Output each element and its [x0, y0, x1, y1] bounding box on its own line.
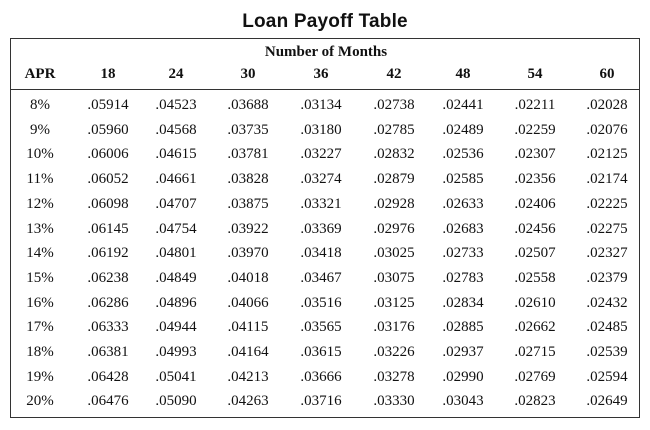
table-row	[11, 344, 641, 368]
factor-cell: .04164	[227, 344, 269, 360]
factor-cell: .02539	[586, 344, 628, 360]
factor-cell: .02356	[514, 171, 556, 188]
factor-cell: .03226	[373, 344, 415, 360]
factor-cell: .03075	[373, 269, 415, 286]
table-row	[11, 319, 641, 343]
apr-cell: 19%	[26, 368, 54, 385]
factor-cell: .04115	[227, 319, 269, 336]
apr-cell: 14%	[26, 245, 54, 262]
factor-cell: .02733	[442, 245, 484, 262]
factor-cell: .06476	[87, 393, 129, 410]
factor-cell: .03828	[227, 171, 269, 188]
factor-cell: .06428	[87, 368, 129, 385]
factor-cell: .04066	[227, 294, 269, 311]
factor-cell: .03180	[300, 121, 342, 138]
factor-cell: .03418	[300, 245, 342, 262]
factor-cell: .02885	[442, 319, 484, 336]
column-header-36: 36	[313, 66, 329, 82]
factor-cell: .02738	[373, 97, 415, 113]
factor-cell: .02307	[514, 146, 556, 163]
factor-cell: .04896	[155, 294, 197, 311]
table-row	[11, 221, 641, 245]
factor-cell: .02832	[373, 146, 415, 163]
apr-cell: 13%	[26, 220, 54, 237]
table-row	[11, 393, 641, 417]
factor-cell: .06052	[87, 171, 129, 188]
table-row	[11, 97, 641, 121]
factor-cell: .04801	[155, 245, 197, 262]
factor-cell: .02585	[442, 171, 484, 188]
factor-cell: .02649	[586, 393, 628, 410]
factor-cell: .03330	[373, 393, 415, 410]
table-row	[11, 122, 641, 146]
apr-cell: 9%	[30, 121, 50, 138]
apr-cell: 17%	[26, 319, 54, 336]
factor-cell: .03025	[373, 245, 415, 262]
factor-cell: .03321	[300, 195, 342, 212]
factor-cell: .02879	[373, 171, 415, 188]
factor-cell: .04568	[155, 121, 197, 138]
page-title: Loan Payoff Table	[242, 11, 408, 32]
factor-cell: .03278	[373, 368, 415, 385]
table-row	[11, 270, 641, 294]
factor-cell: .05090	[155, 393, 197, 410]
factor-cell: .04707	[155, 195, 197, 212]
factor-cell: .03716	[300, 393, 342, 410]
factor-cell: .02662	[514, 319, 556, 336]
factor-cell: .04754	[155, 220, 197, 237]
factor-cell: .02406	[514, 195, 556, 212]
factor-cell: .02928	[373, 195, 415, 212]
factor-cell: .02125	[586, 146, 628, 163]
factor-cell: .06286	[87, 294, 129, 311]
factor-cell: .04944	[155, 319, 197, 336]
factor-cell: .04263	[227, 393, 269, 410]
factor-cell: .03735	[227, 121, 269, 138]
column-header-row	[11, 66, 641, 88]
factor-cell: .02275	[586, 220, 628, 237]
apr-cell: 20%	[26, 393, 54, 410]
factor-cell: .03615	[300, 344, 342, 360]
factor-cell: .02174	[586, 171, 628, 188]
factor-cell: .03970	[227, 245, 269, 262]
factor-cell: .04213	[227, 368, 269, 385]
table-row	[11, 295, 641, 319]
factor-cell: .02990	[442, 368, 484, 385]
apr-cell: 16%	[26, 294, 54, 311]
factor-cell: .02536	[442, 146, 484, 163]
apr-cell: 8%	[30, 97, 50, 113]
apr-cell: 11%	[26, 171, 54, 188]
factor-cell: .03688	[227, 97, 269, 113]
factor-cell: .02594	[586, 368, 628, 385]
factor-cell: .06006	[87, 146, 129, 163]
factor-cell: .03922	[227, 220, 269, 237]
factor-cell: .06333	[87, 319, 129, 336]
factor-cell: .04993	[155, 344, 197, 360]
table-row	[11, 369, 641, 393]
factor-cell: .02823	[514, 393, 556, 410]
factor-cell: .02489	[442, 121, 484, 138]
factor-cell: .02379	[586, 269, 628, 286]
factor-cell: .02633	[442, 195, 484, 212]
header-divider	[11, 89, 639, 90]
column-header-60: 60	[599, 66, 615, 82]
factor-cell: .03043	[442, 393, 484, 410]
factor-cell: .03227	[300, 146, 342, 163]
column-header-48: 48	[455, 66, 471, 82]
loan-payoff-table	[10, 38, 640, 418]
factor-cell: .02610	[514, 294, 556, 311]
factor-cell: .02715	[514, 344, 556, 360]
factor-cell: .03176	[373, 319, 415, 336]
factor-cell: .02076	[586, 121, 628, 138]
factor-cell: .04523	[155, 97, 197, 113]
column-header-apr: APR	[24, 66, 56, 82]
factor-cell: .05914	[87, 97, 129, 113]
apr-cell: 15%	[26, 269, 54, 286]
factor-cell: .02225	[586, 195, 628, 212]
factor-cell: .02769	[514, 368, 556, 385]
group-header: Number of Months	[264, 44, 388, 60]
factor-cell: .04615	[155, 146, 197, 163]
factor-cell: .03369	[300, 220, 342, 237]
factor-cell: .02327	[586, 245, 628, 262]
table-row	[11, 245, 641, 269]
factor-cell: .02485	[586, 319, 628, 336]
column-header-42: 42	[386, 66, 402, 82]
column-header-18: 18	[100, 66, 116, 82]
factor-cell: .02683	[442, 220, 484, 237]
factor-cell: .03134	[300, 97, 342, 113]
factor-cell: .02783	[442, 269, 484, 286]
factor-cell: .02028	[586, 97, 628, 113]
column-header-24: 24	[168, 66, 184, 82]
table-row	[11, 196, 641, 220]
factor-cell: .03565	[300, 319, 342, 336]
factor-cell: .03666	[300, 368, 342, 385]
factor-cell: .02211	[514, 97, 556, 113]
factor-cell: .06145	[87, 220, 129, 237]
factor-cell: .02834	[442, 294, 484, 311]
factor-cell: .06381	[87, 344, 129, 360]
factor-cell: .02456	[514, 220, 556, 237]
column-header-54: 54	[527, 66, 543, 82]
factor-cell: .05041	[155, 368, 197, 385]
column-header-30: 30	[240, 66, 256, 82]
factor-cell: .02785	[373, 121, 415, 138]
factor-cell: .02441	[442, 97, 484, 113]
apr-cell: 10%	[26, 146, 54, 163]
apr-cell: 18%	[26, 344, 54, 360]
factor-cell: .04849	[155, 269, 197, 286]
factor-cell: .02976	[373, 220, 415, 237]
factor-cell: .06098	[87, 195, 129, 212]
factor-cell: .06192	[87, 245, 129, 262]
factor-cell: .04018	[227, 269, 269, 286]
table-row	[11, 171, 641, 195]
apr-cell: 12%	[26, 195, 54, 212]
factor-cell: .03875	[227, 195, 269, 212]
factor-cell: .02507	[514, 245, 556, 262]
factor-cell: .02432	[586, 294, 628, 311]
factor-cell: .03274	[300, 171, 342, 188]
factor-cell: .04661	[155, 171, 197, 188]
factor-cell: .05960	[87, 121, 129, 138]
factor-cell: .03125	[373, 294, 415, 311]
factor-cell: .02558	[514, 269, 556, 286]
factor-cell: .06238	[87, 269, 129, 286]
factor-cell: .02259	[514, 121, 556, 138]
factor-cell: .02937	[442, 344, 484, 360]
table-row	[11, 146, 641, 170]
factor-cell: .03467	[300, 269, 342, 286]
factor-cell: .03516	[300, 294, 342, 311]
factor-cell: .03781	[227, 146, 269, 163]
